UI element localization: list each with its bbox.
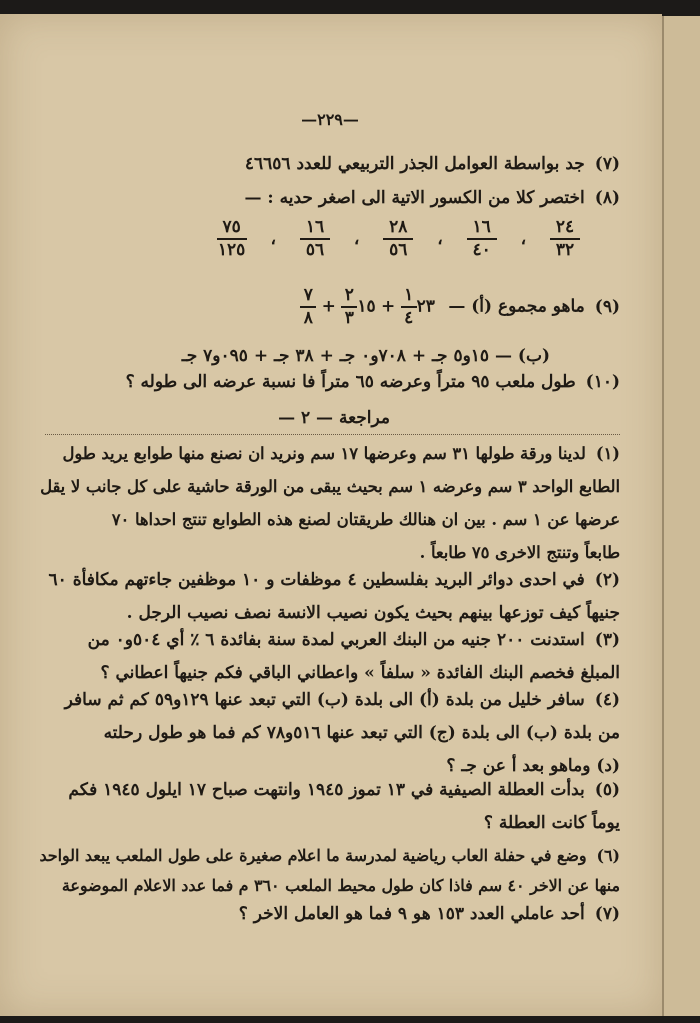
fraction: ٧٥ ١٢٥ [217,217,246,260]
question-number: (٩) [594,296,620,317]
page-number: —٢٢٩— [301,110,359,129]
fraction: ٢٨ ٥٦ [383,218,413,260]
question-10 [40,372,620,392]
fraction: ٧ ٨ [300,286,316,328]
fraction-list: ٢٤ ٣٢ ، ١٦ ٤٠ ، ٢٨ ٥٦ ، ١٦ ٥٦ ، ٧٥ ١٢٥ [199,218,580,260]
question-text: طول ملعب ٩٥ متراً وعرضه ٦٥ متراً فا نسبة عرضه الى طوله ؟ [125,372,576,392]
mixed-number: ١٥ ٢ ٣ [341,286,375,328]
question-9-part-b: (ب) — ١٥و٥ جـ + ٧٠٨و٠ جـ + ٣٨ جـ + ٠٩٥و٧ جـ [181,346,550,366]
mixed-number: ٢٣ ١ ٤ [401,286,435,328]
question-8 [40,188,620,208]
section-heading: مراجعة — ٢ — [278,408,390,428]
fraction: ١٦ ٤٠ [467,218,497,260]
adjacent-page-edge [662,16,700,1016]
fraction: ٢٤ ٣٢ [550,218,580,260]
question-number: (١٠) [585,372,620,392]
fraction: ١٦ ٥٦ [300,218,330,260]
question-9: (٩)ماهو مجموع (أ) — ٢٣ ١ ٤ + ١٥ ٢ ٣ + ٧ ٨ [40,286,620,328]
question-number: (٧) [594,154,620,174]
question-7 [40,154,620,174]
question-text: جد بواسطة العوامل الجذر التربيعي للعدد ٤٦٦٥٦ [244,154,585,174]
question-text: ماهو مجموع (أ) — [448,296,585,317]
heading-underline [45,434,620,435]
question-text: اختصر كلا من الكسور الاتية الى اصغر حديه : — [244,188,585,208]
question-number: (٨) [594,188,620,208]
